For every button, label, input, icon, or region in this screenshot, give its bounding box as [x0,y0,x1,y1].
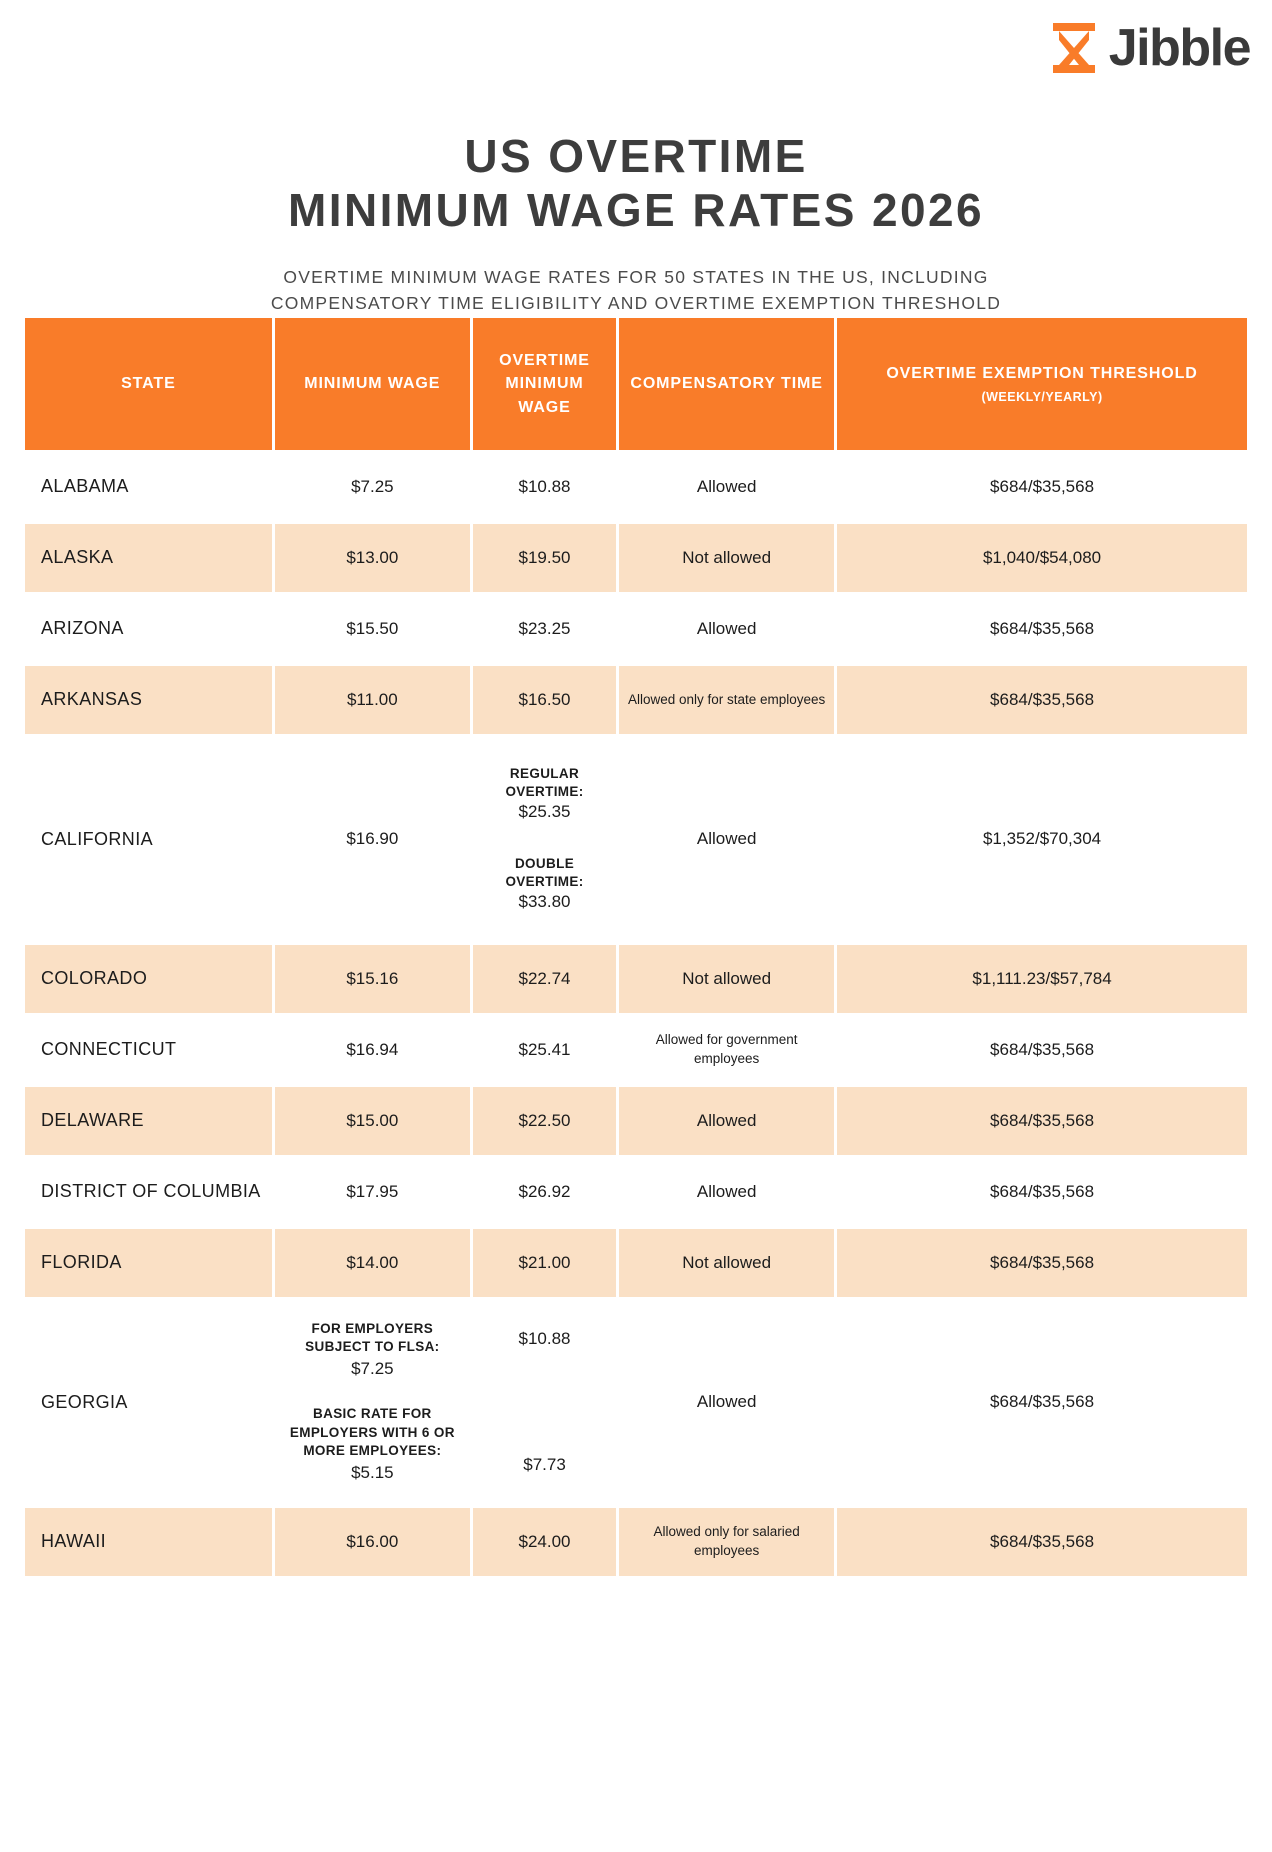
cell-minimum-wage-text: $15.00 [346,1110,399,1130]
cell-overtime-minimum-wage-text: $16.50 [518,689,571,709]
segment-label: DOUBLE OVERTIME: [505,855,584,889]
cell-compensatory-time-text: Allowed [696,1392,757,1412]
cell-state [25,1300,272,1505]
subtitle-line-2: COMPENSATORY TIME ELIGIBILITY AND OVERTIME EXEMPTION THRESHOLD [270,292,1002,313]
cell-compensatory-time [619,1158,834,1226]
cell-state [25,595,272,663]
cell-overtime-minimum-wage-text: $22.50 [518,1110,571,1130]
cell-overtime-exemption-threshold [837,1158,1247,1226]
cell-overtime-exemption-threshold [837,1087,1247,1155]
segment-label: FOR EMPLOYERS SUBJECT TO FLSA: [305,1321,440,1355]
title-line-2: MINIMUM WAGE RATES 2026 [288,183,984,236]
table-row [25,1300,1247,1505]
cell-compensatory-time-text: Not allowed [682,1252,772,1272]
cell-minimum-wage-text: $15.50 [346,618,399,638]
cell-minimum-wage-text: $14.00 [346,1252,399,1272]
cell-state [25,737,272,942]
state-name: GEORGIA [41,1391,128,1412]
cell-compensatory-time [619,666,834,734]
cell-state [25,453,272,521]
cell-overtime-minimum-wage [473,1229,616,1297]
segment-value: $25.35 [518,802,571,822]
cell-compensatory-time [619,453,834,521]
column-header-compensatory-time: COMPENSATORY TIME [619,318,834,450]
cell-overtime-minimum-wage-text: $25.41 [518,1039,571,1059]
column-header-minimum-wage: MINIMUM WAGE [275,318,470,450]
value-segment [481,765,608,824]
cell-overtime-minimum-wage [473,666,616,734]
cell-overtime-exemption-threshold-text: $1,111.23/$57,784 [972,968,1112,988]
cell-compensatory-time [619,595,834,663]
segment-value: $5.15 [351,1463,394,1483]
segment-label: BASIC RATE FOR EMPLOYERS WITH 6 OR MORE EMPLOYEES: [289,1406,455,1458]
cell-overtime-exemption-threshold-text: $684/$35,568 [990,1110,1095,1130]
cell-minimum-wage [275,737,470,942]
cell-overtime-exemption-threshold [837,1300,1247,1505]
subtitle-line-1: OVERTIME MINIMUM WAGE RATES FOR 50 STATES IN THE US, INCLUDING [283,266,989,287]
hourglass-icon [1051,22,1097,74]
cell-overtime-exemption-threshold [837,945,1247,1013]
cell-minimum-wage [275,595,470,663]
cell-state [25,524,272,592]
cell-overtime-minimum-wage-text: $21.00 [518,1252,571,1272]
cell-overtime-minimum-wage [473,1300,616,1505]
brand-logo [1051,19,1250,77]
cell-compensatory-time [619,1229,834,1297]
cell-compensatory-time [619,945,834,1013]
cell-state [25,1016,272,1084]
cell-overtime-minimum-wage [473,737,616,942]
table-row [25,1508,1247,1576]
column-header-state: STATE [25,318,272,450]
cell-minimum-wage-text: $11.00 [346,689,398,709]
cell-overtime-exemption-threshold-text: $684/$35,568 [990,1181,1095,1201]
cell-compensatory-time-text: Allowed [696,1181,757,1201]
table-header-row [25,318,1247,450]
cell-overtime-minimum-wage-text: $19.50 [518,547,571,567]
table-row [25,1229,1247,1297]
cell-overtime-exemption-threshold [837,1508,1247,1576]
cell-minimum-wage [275,1508,470,1576]
state-name: ALABAMA [41,476,129,497]
segment-value: $7.25 [351,1359,394,1379]
state-name: FLORIDA [41,1252,122,1273]
cell-minimum-wage-text: $16.90 [346,829,399,849]
cell-overtime-minimum-wage-text: $22.74 [518,968,571,988]
table-row [25,737,1247,942]
cell-minimum-wage [275,945,470,1013]
cell-minimum-wage-text: $16.94 [346,1039,399,1059]
cell-minimum-wage [275,524,470,592]
state-name: CONNECTICUT [41,1039,177,1060]
cell-minimum-wage [275,1016,470,1084]
cell-overtime-exemption-threshold-text: $684/$35,568 [990,618,1095,638]
cell-overtime-exemption-threshold-text: $684/$35,568 [990,1531,1095,1551]
cell-state [25,1229,272,1297]
cell-compensatory-time-text: Allowed only for salaried employees [653,1524,800,1558]
cell-overtime-exemption-threshold [837,524,1247,592]
cell-minimum-wage-text: $16.00 [346,1531,399,1551]
cell-overtime-minimum-wage-text: $23.25 [518,618,571,638]
page-subtitle [0,264,1272,317]
brand-name: Jibble [1108,19,1250,77]
cell-overtime-exemption-threshold-text: $684/$35,568 [990,1039,1095,1059]
cell-overtime-exemption-threshold-text: $1,352/$70,304 [982,829,1102,849]
state-name: ARKANSAS [41,689,143,710]
column-header-overtime-minimum-wage: OVERTIME MINIMUM WAGE [473,318,616,450]
cell-overtime-minimum-wage [473,453,616,521]
cell-overtime-exemption-threshold [837,666,1247,734]
cell-minimum-wage-text: $13.00 [346,547,399,567]
value-segment [481,855,608,914]
value-stack [481,1306,608,1499]
cell-overtime-exemption-threshold [837,1016,1247,1084]
cell-compensatory-time [619,1508,834,1576]
segment-value: $7.73 [523,1455,566,1475]
cell-compensatory-time-text: Allowed [696,829,757,849]
cell-minimum-wage-text: $15.16 [346,968,399,988]
cell-minimum-wage [275,1087,470,1155]
cell-minimum-wage [275,1229,470,1297]
cell-compensatory-time [619,1087,834,1155]
cell-overtime-minimum-wage-text: $10.88 [518,476,571,496]
cell-state [25,945,272,1013]
cell-compensatory-time [619,737,834,942]
cell-state [25,1158,272,1226]
cell-overtime-minimum-wage [473,1158,616,1226]
state-name: COLORADO [41,968,148,989]
cell-state [25,666,272,734]
cell-overtime-minimum-wage [473,1508,616,1576]
cell-overtime-exemption-threshold [837,453,1247,521]
cell-state [25,1087,272,1155]
cell-overtime-minimum-wage [473,595,616,663]
value-segment [283,1405,462,1485]
table-row [25,1087,1247,1155]
state-name: ALASKA [41,547,114,568]
cell-minimum-wage [275,453,470,521]
cell-overtime-exemption-threshold [837,595,1247,663]
table-row [25,453,1247,521]
cell-overtime-minimum-wage [473,524,616,592]
cell-compensatory-time-text: Allowed for government employees [655,1032,798,1066]
cell-overtime-exemption-threshold [837,1229,1247,1297]
cell-compensatory-time [619,1016,834,1084]
cell-compensatory-time-text: Allowed [696,618,757,638]
table-row [25,1158,1247,1226]
cell-overtime-exemption-threshold-text: $684/$35,568 [990,689,1095,709]
cell-overtime-minimum-wage [473,1087,616,1155]
cell-compensatory-time-text: Not allowed [682,547,772,567]
segment-value: $10.88 [518,1329,571,1348]
state-name: ARIZONA [41,618,124,639]
cell-minimum-wage-text: $7.25 [351,476,394,496]
cell-compensatory-time-text: Allowed [696,476,757,496]
cell-compensatory-time [619,1300,834,1505]
state-name: CALIFORNIA [41,828,154,849]
state-name: DELAWARE [41,1110,144,1131]
cell-minimum-wage [275,1300,470,1505]
table-row [25,524,1247,592]
value-segment [283,1320,462,1381]
table-row [25,595,1247,663]
cell-overtime-minimum-wage [473,1016,616,1084]
cell-overtime-minimum-wage-text: $26.92 [518,1181,571,1201]
table-body [25,453,1247,1576]
segment-value: $33.80 [518,892,571,912]
cell-overtime-minimum-wage [473,945,616,1013]
cell-overtime-minimum-wage-text: $24.00 [518,1531,571,1551]
cell-minimum-wage-text: $17.95 [346,1181,399,1201]
cell-compensatory-time [619,524,834,592]
cell-overtime-exemption-threshold-text: $684/$35,568 [990,1252,1095,1272]
table-row [25,1016,1247,1084]
segment-label: REGULAR OVERTIME: [505,766,584,800]
state-name: DISTRICT OF COLUMBIA [41,1181,261,1202]
cell-overtime-exemption-threshold-text: $684/$35,568 [990,476,1095,496]
wage-rates-table [25,318,1247,1579]
table-row [25,945,1247,1013]
cell-compensatory-time-text: Allowed only for state employees [627,691,826,707]
value-segment [523,1454,566,1477]
column-header-overtime-exemption-threshold [837,318,1247,450]
table-row [25,666,1247,734]
cell-compensatory-time-text: Allowed [696,1110,757,1130]
state-name: HAWAII [41,1531,107,1552]
cell-overtime-exemption-threshold [837,737,1247,942]
cell-minimum-wage [275,666,470,734]
cell-minimum-wage [275,1158,470,1226]
cell-overtime-exemption-threshold-text: $684/$35,568 [990,1392,1095,1412]
title-block [0,130,1272,316]
page-title [0,130,1272,238]
value-stack [283,1306,462,1499]
cell-overtime-exemption-threshold-text: $1,040/$54,080 [982,547,1102,567]
value-stack [481,743,608,936]
value-segment [519,1328,571,1351]
column-header-threshold-sublabel: (WEEKLY/YEARLY) [981,389,1103,404]
title-line-1: US OVERTIME [464,130,808,182]
cell-compensatory-time-text: Not allowed [682,968,772,988]
column-header-threshold-label: OVERTIME EXEMPTION THRESHOLD [886,365,1198,383]
cell-state [25,1508,272,1576]
